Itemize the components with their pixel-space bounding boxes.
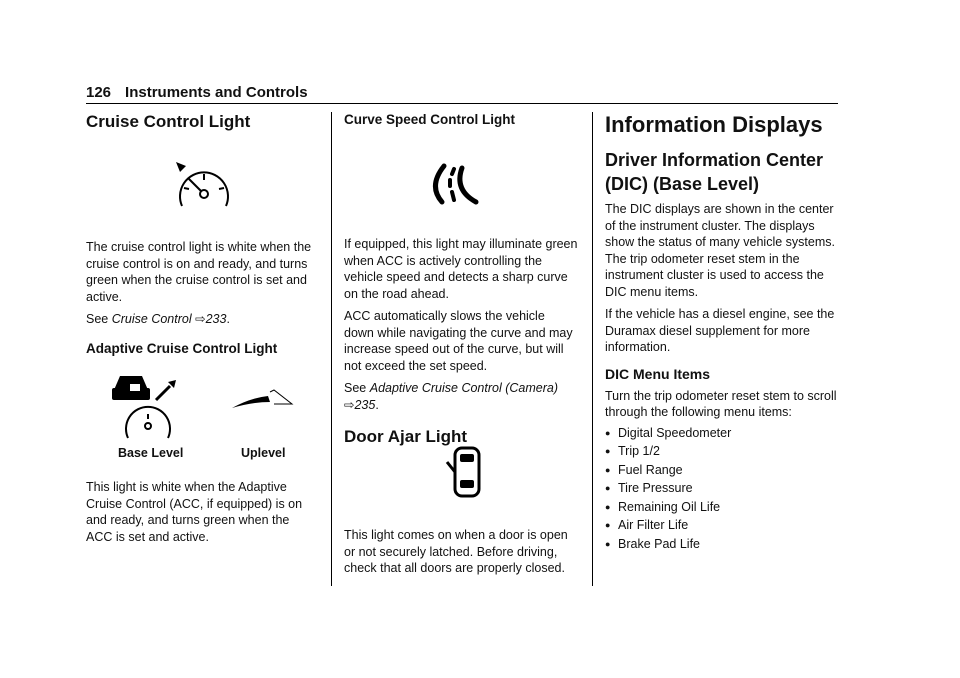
page-header <box>86 84 308 101</box>
reference-arrow-icon: ⇨ <box>195 312 206 326</box>
acc-camera-link[interactable]: Adaptive Cruise Control (Camera) <box>369 381 558 395</box>
page-number: 126 <box>86 84 112 101</box>
door-text-block <box>344 527 578 577</box>
adaptive-paragraph: This light is white when the Adaptive Cruise Control (ACC, if equipped) is on and ready, and turns green when the ACC is set and active. <box>86 480 303 544</box>
cruise-control-icon <box>172 160 236 216</box>
reference-arrow-icon: ⇨ <box>344 397 355 412</box>
list-item: ● Air Filter Life <box>605 516 841 535</box>
menu-intro-paragraph: Turn the trip odometer reset stem to scroll through the following menu items: <box>605 388 837 419</box>
list-item: ● Fuel Range <box>605 461 841 480</box>
heading-curve-speed: Curve Speed Control Light <box>344 112 516 127</box>
heading-dic-menu-items: DIC Menu Items <box>605 365 711 382</box>
curve-paragraph-2: ACC automatically slows the vehicle down while navigating the curve and may increase speed out of the curve, but will not exceed the set speed. <box>344 309 573 373</box>
curve-speed-control-icon <box>428 156 480 206</box>
cruise-text-block <box>86 239 316 356</box>
column-2 <box>344 112 578 127</box>
cruise-control-link[interactable]: Cruise Control <box>111 312 192 326</box>
heading-information-displays: Information Displays <box>605 112 823 137</box>
column-3 <box>605 112 841 553</box>
adaptive-cruise-base-icon <box>110 368 184 444</box>
see-label: See <box>344 381 367 395</box>
caption-base-level: Base Level <box>118 446 184 460</box>
list-item: ● Trip 1/2 <box>605 442 841 461</box>
column-1 <box>86 112 316 132</box>
see-label: See <box>86 312 109 326</box>
acc-page-ref[interactable]: 235 <box>354 397 376 412</box>
door-ajar-icon <box>445 446 481 498</box>
dic-paragraph-1: The DIC displays are shown in the center of the instrument cluster. The displays show the status of many vehicle systems. The trip odometer reset stem in the instrument cluster is used to access the DIC menu items. <box>605 202 835 299</box>
column-divider-1 <box>331 112 332 586</box>
curve-text-block <box>344 236 578 447</box>
cruise-see-reference: See Cruise Control ⇨233. <box>86 312 230 326</box>
list-item: ● Tire Pressure <box>605 479 841 498</box>
list-item: ● Digital Speedometer <box>605 424 841 443</box>
heading-door-ajar: Door Ajar Light <box>344 427 468 446</box>
column-divider-2 <box>592 112 593 586</box>
adaptive-cruise-uplevel-icon <box>230 388 294 410</box>
list-item: ● Brake Pad Life <box>605 535 841 554</box>
header-rule <box>86 103 838 104</box>
heading-dic-base-level: Driver Information Center (DIC) (Base Level) <box>605 150 824 194</box>
dic-paragraph-2: If the vehicle has a diesel engine, see the Duramax diesel supplement for more information. <box>605 307 835 354</box>
cruise-paragraph: The cruise control light is white when the cruise control is on and ready, and turns green when the cruise control is set and active. <box>86 240 312 304</box>
acc-see-reference: See Adaptive Cruise Control (Camera) ⇨235. <box>344 381 558 412</box>
dic-menu-list <box>605 424 841 554</box>
adaptive-text-block <box>86 479 316 545</box>
heading-adaptive-cruise: Adaptive Cruise Control Light <box>86 340 278 356</box>
list-item: ● Remaining Oil Life <box>605 498 841 517</box>
door-paragraph: This light comes on when a door is open or not securely latched. Before driving, check that all doors are properly closed. <box>344 528 568 575</box>
section-title: Instruments and Controls <box>125 84 308 101</box>
heading-cruise-control-light: Cruise Control Light <box>86 112 251 131</box>
caption-uplevel: Uplevel <box>241 446 286 460</box>
cruise-page-ref[interactable]: 233 <box>205 312 227 326</box>
curve-paragraph-1: If equipped, this light may illuminate green when ACC is actively controlling the vehicle speed and detects a sharp curve on the road ahead. <box>344 237 578 301</box>
